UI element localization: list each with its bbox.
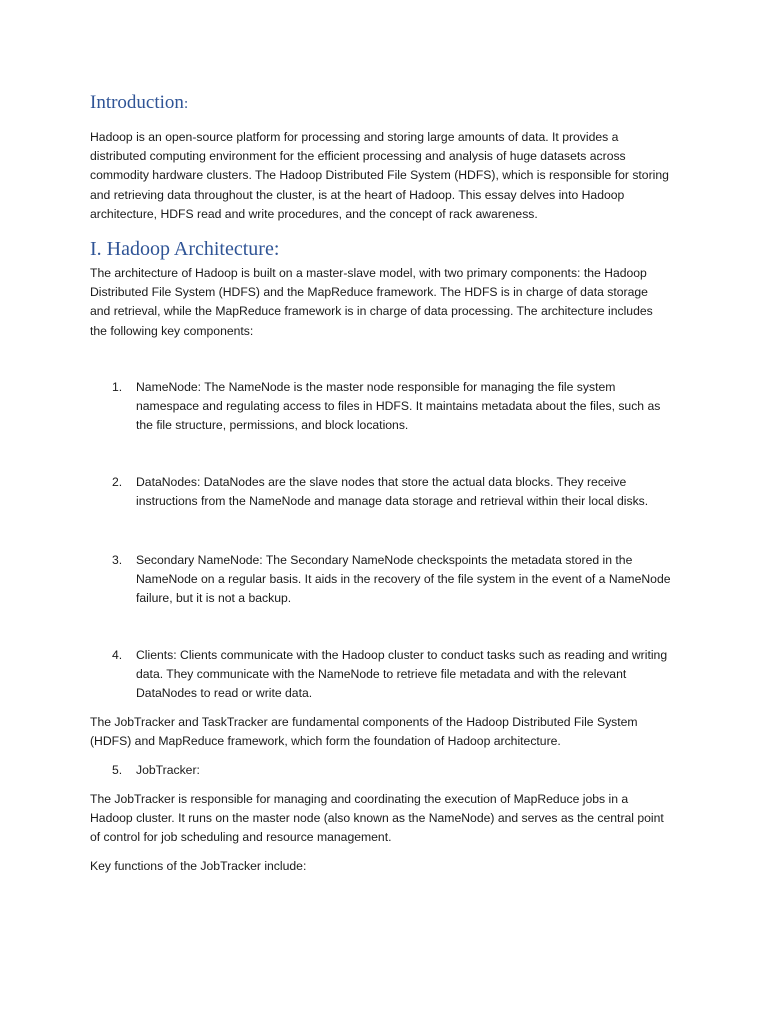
tracker-paragraph: The JobTracker and TaskTracker are fundamental components of the Hadoop Distributed File System (HDFS) and MapReduce framework, which form the foundation of Hadoop architecture.	[90, 715, 638, 749]
list-item-text: JobTracker:	[136, 763, 200, 777]
list-item-namenode	[112, 378, 672, 436]
list-item-number: 1.	[112, 380, 123, 394]
list-item-secondary-namenode	[112, 551, 672, 609]
architecture-paragraph: The architecture of Hadoop is built on a master-slave model, with two primary components: the Hadoop Distributed File System (HDFS) and the MapReduce framework. The HDFS is in charge of data storage and retrieval, while the MapReduce framework is in charge of data processing. The architecture includes the following key components:	[90, 266, 653, 338]
introduction-heading	[90, 92, 188, 114]
list-item-text: Secondary NameNode: The Secondary NameNode checkspoints the metadata stored in the NameNode on a regular basis. It aids in the recovery of the file system in the event of a NameNode failure, but it is not a backup.	[136, 553, 671, 606]
list-item-number: 5.	[112, 763, 123, 777]
introduction-heading-colon: :	[183, 96, 189, 112]
introduction-paragraph: Hadoop is an open-source platform for processing and storing large amounts of data. It provides a distributed computing environment for the efficient processing and analysis of huge datasets across commodity hardware clusters. The Hadoop Distributed File System (HDFS), which is responsible for storing and retrieving data throughout the cluster, is at the heart of Hadoop. This essay delves into Hadoop architecture, HDFS read and write procedures, and the concept of rack awareness.	[90, 130, 669, 221]
list-item-number: 2.	[112, 475, 123, 489]
list-item-clients	[112, 646, 672, 704]
list-item-text: Clients: Clients communicate with the Hadoop cluster to conduct tasks such as reading and writing data. They communicate with the NameNode to retrieve file metadata and with the relevant DataNodes to read or write data.	[136, 648, 668, 701]
key-functions-text: Key functions of the JobTracker include:	[90, 859, 307, 873]
jobtracker-paragraph: The JobTracker is responsible for managing and coordinating the execution of MapReduce jobs in a Hadoop cluster. It runs on the master node (also known as the NameNode) and serves as the central point of control for job scheduling and resource management.	[90, 792, 664, 845]
architecture-heading: I. Hadoop Architecture:	[90, 238, 280, 260]
list-item-jobtracker	[112, 761, 672, 780]
introduction-heading-text: Introduction	[90, 92, 184, 113]
list-item-number: 4.	[112, 648, 123, 662]
list-item-number: 3.	[112, 553, 123, 567]
list-item-text: DataNodes: DataNodes are the slave nodes that store the actual data blocks. They receive instructions from the NameNode and manage data storage and retrieval within their local disks.	[136, 475, 649, 509]
list-item-datanodes	[112, 473, 672, 511]
list-item-text: NameNode: The NameNode is the master node responsible for managing the file system namespace and regulating access to files in HDFS. It maintains metadata about the files, such as the file structure, permissions, and block locations.	[136, 380, 661, 433]
